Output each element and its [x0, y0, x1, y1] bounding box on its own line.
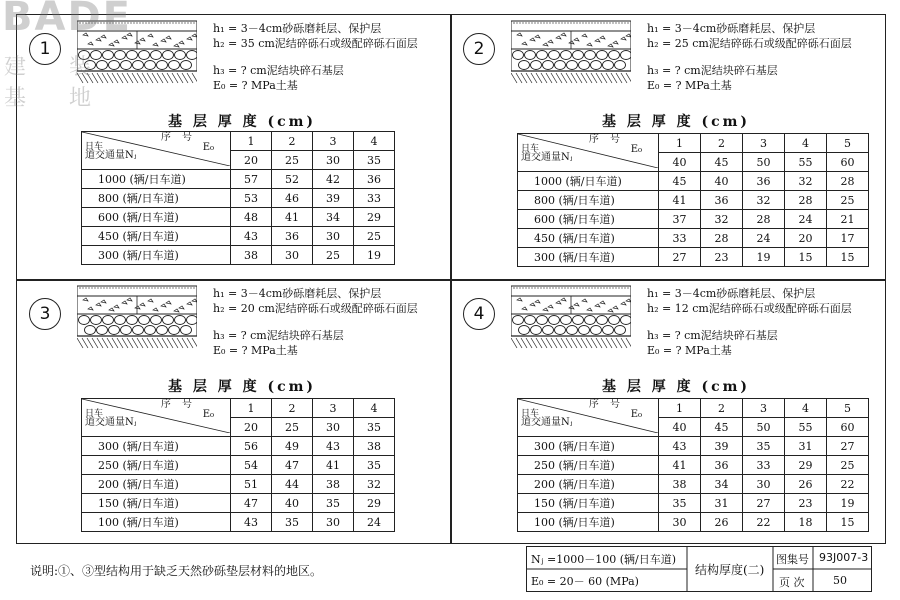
thickness-cell: 29 — [785, 456, 827, 475]
thickness-cell: 37 — [659, 210, 701, 229]
traffic-label: 600 (辆/日车道) — [82, 208, 231, 227]
e0-cell: 40 — [659, 153, 701, 172]
traffic-label: 800 (辆/日车道) — [82, 189, 231, 208]
table-row — [82, 208, 395, 227]
thickness-cell: 32 — [743, 191, 785, 210]
layer-formula — [647, 286, 852, 358]
thickness-cell: 54 — [231, 456, 272, 475]
thickness-cell: 38 — [231, 246, 272, 265]
thickness-cell: 30 — [313, 513, 354, 532]
e0-line: E₀ = ? MPa土基 — [213, 79, 298, 92]
table-row — [82, 189, 395, 208]
thickness-cell: 24 — [743, 229, 785, 248]
thickness-cell: 46 — [272, 189, 313, 208]
pavement-layers-diagram — [511, 282, 631, 356]
thickness-cell: 43 — [231, 227, 272, 246]
table-title: 基 层 厚 度 (cm) — [167, 114, 317, 130]
thickness-cell: 31 — [785, 437, 827, 456]
thickness-cell: 57 — [231, 170, 272, 189]
layer-formula — [647, 21, 852, 93]
thickness-table — [81, 131, 395, 265]
table-row — [518, 172, 869, 191]
e0-line: E₀ = ? MPa土基 — [213, 344, 298, 357]
thickness-cell: 51 — [231, 475, 272, 494]
structure-number: 2 — [463, 33, 495, 65]
h3-line: h₃ = ? cm泥结块碎石基层 — [647, 329, 778, 342]
thickness-cell: 31 — [701, 494, 743, 513]
h1-line: h₁ = 3－4cm砂砾磨耗层、保护层 — [213, 287, 382, 300]
table-row — [518, 191, 869, 210]
thickness-cell: 34 — [701, 475, 743, 494]
e0-cell: 20 — [231, 151, 272, 170]
h2-line: h₂ = 20 cm泥结碎砾石或级配碎砾石面层 — [213, 302, 418, 315]
thickness-cell: 19 — [827, 494, 869, 513]
h1-line: h₁ = 3－4cm砂砾磨耗层、保护层 — [213, 22, 382, 35]
header-diagonal-cell — [518, 399, 659, 437]
thickness-cell: 28 — [743, 210, 785, 229]
watermark-subtext: 建 装 基 地 — [4, 55, 109, 111]
thickness-cell: 38 — [354, 437, 395, 456]
thickness-cell: 15 — [785, 248, 827, 267]
thickness-cell: 24 — [785, 210, 827, 229]
table-row — [82, 475, 395, 494]
e0-cell: 40 — [659, 418, 701, 437]
traffic-label: 450 (辆/日车道) — [518, 229, 659, 248]
thickness-cell: 25 — [827, 456, 869, 475]
seq-cell: 3 — [743, 399, 785, 418]
thickness-cell: 22 — [827, 475, 869, 494]
thickness-cell: 56 — [231, 437, 272, 456]
thickness-cell: 43 — [313, 437, 354, 456]
h2-line: h₂ = 25 cm泥结碎砾石或级配碎砾石面层 — [647, 37, 852, 50]
thickness-cell: 36 — [701, 456, 743, 475]
thickness-cell: 35 — [743, 437, 785, 456]
thickness-cell: 38 — [659, 475, 701, 494]
h3-line: h₃ = ? cm泥结块碎石基层 — [647, 64, 778, 77]
e0-cell: 20 — [231, 418, 272, 437]
thickness-cell: 29 — [354, 208, 395, 227]
thickness-cell: 20 — [785, 229, 827, 248]
table-row — [82, 437, 395, 456]
thickness-table — [517, 398, 869, 532]
thickness-cell: 25 — [313, 246, 354, 265]
seq-cell: 3 — [313, 132, 354, 151]
seq-cell: 2 — [701, 399, 743, 418]
thickness-cell: 28 — [701, 229, 743, 248]
e0-label: E₀ — [202, 409, 214, 420]
e0-cell: 50 — [743, 153, 785, 172]
table-title: 基 层 厚 度 (cm) — [601, 114, 751, 130]
thickness-cell: 22 — [743, 513, 785, 532]
thickness-cell: 29 — [354, 494, 395, 513]
seq-cell: 4 — [354, 132, 395, 151]
quadrant-3 — [17, 280, 450, 544]
thickness-cell: 41 — [659, 191, 701, 210]
structure-number: 3 — [29, 298, 61, 330]
thickness-cell: 52 — [272, 170, 313, 189]
atlas-label: 图集号 — [776, 553, 809, 566]
seq-cell: 1 — [659, 399, 701, 418]
h1-line: h₁ = 3－4cm砂砾磨耗层、保护层 — [647, 22, 816, 35]
thickness-cell: 15 — [827, 513, 869, 532]
seq-cell: 4 — [354, 399, 395, 418]
e0-cell: 50 — [743, 418, 785, 437]
layers-wrapper — [511, 17, 631, 91]
thickness-cell: 30 — [272, 246, 313, 265]
traffic-label: 100 (辆/日车道) — [518, 513, 659, 532]
thickness-cell: 36 — [701, 191, 743, 210]
traffic-label: 200 (辆/日车道) — [82, 475, 231, 494]
e0-cell: 30 — [313, 151, 354, 170]
traffic-label: 450 (辆/日车道) — [82, 227, 231, 246]
seq-cell: 4 — [785, 134, 827, 153]
e0-cell: 60 — [827, 418, 869, 437]
header-diagonal-cell — [518, 134, 659, 172]
seq-cell: 3 — [313, 399, 354, 418]
header-diagonal-cell — [82, 132, 231, 170]
row-label-top: 日车 — [85, 142, 104, 152]
structure-number: 4 — [463, 298, 495, 330]
row-label-bottom: 道交通量Nⱼ — [85, 150, 137, 161]
page-number: 50 — [833, 574, 847, 587]
seq-cell: 5 — [827, 134, 869, 153]
thickness-cell: 49 — [272, 437, 313, 456]
thickness-cell: 25 — [827, 191, 869, 210]
e0-cell: 55 — [785, 418, 827, 437]
quadrant-4 — [451, 280, 884, 544]
structure-number: 1 — [29, 33, 61, 65]
seq-cell: 2 — [272, 399, 313, 418]
quadrant-2 — [451, 15, 884, 279]
traffic-label: 150 (辆/日车道) — [518, 494, 659, 513]
table-title: 基 层 厚 度 (cm) — [601, 379, 751, 395]
thickness-cell: 38 — [313, 475, 354, 494]
traffic-label: 1000 (辆/日车道) — [82, 170, 231, 189]
e0-line: E₀ = ? MPa土基 — [647, 344, 732, 357]
thickness-cell: 40 — [701, 172, 743, 191]
e0-cell: 45 — [701, 153, 743, 172]
seq-label: 序 号 — [160, 132, 196, 143]
thickness-cell: 35 — [272, 513, 313, 532]
table-row — [518, 513, 869, 532]
traffic-label: 100 (辆/日车道) — [82, 513, 231, 532]
row-label-top: 日车 — [85, 409, 104, 419]
thickness-cell: 41 — [272, 208, 313, 227]
row-label-top: 日车 — [521, 409, 540, 419]
traffic-label: 300 (辆/日车道) — [82, 437, 231, 456]
seq-cell: 3 — [743, 134, 785, 153]
thickness-cell: 47 — [231, 494, 272, 513]
e0-cell: 55 — [785, 153, 827, 172]
thickness-table — [517, 133, 869, 267]
thickness-cell: 24 — [354, 513, 395, 532]
table-row — [82, 513, 395, 532]
table-row — [518, 475, 869, 494]
traffic-label: 200 (辆/日车道) — [518, 475, 659, 494]
thickness-cell: 41 — [659, 456, 701, 475]
row-label-top: 日车 — [521, 144, 540, 154]
traffic-label: 300 (辆/日车道) — [518, 437, 659, 456]
h3-line: h₃ = ? cm泥结块碎石基层 — [213, 64, 344, 77]
header-diagonal-cell — [82, 399, 231, 437]
seq-label: 序 号 — [588, 134, 624, 145]
e0-cell: 35 — [354, 418, 395, 437]
thickness-cell: 35 — [659, 494, 701, 513]
thickness-cell: 33 — [354, 189, 395, 208]
traffic-label: 600 (辆/日车道) — [518, 210, 659, 229]
thickness-cell: 23 — [785, 494, 827, 513]
seq-label: 序 号 — [588, 399, 624, 410]
seq-cell: 2 — [701, 134, 743, 153]
thickness-cell: 21 — [827, 210, 869, 229]
thickness-cell: 32 — [701, 210, 743, 229]
seq-cell: 5 — [827, 399, 869, 418]
pavement-layers-diagram — [77, 282, 197, 356]
seq-cell: 1 — [659, 134, 701, 153]
thickness-cell: 26 — [785, 475, 827, 494]
traffic-label: 300 (辆/日车道) — [518, 248, 659, 267]
thickness-table — [81, 398, 395, 532]
thickness-cell: 36 — [354, 170, 395, 189]
thickness-cell: 32 — [354, 475, 395, 494]
table-row — [518, 494, 869, 513]
thickness-cell: 40 — [272, 494, 313, 513]
h2-line: h₂ = 35 cm泥结碎砾石或级配碎砾石面层 — [213, 37, 418, 50]
thickness-cell: 27 — [743, 494, 785, 513]
thickness-cell: 48 — [231, 208, 272, 227]
thickness-cell: 36 — [743, 172, 785, 191]
pavement-layers-diagram — [511, 17, 631, 91]
e0-cell: 60 — [827, 153, 869, 172]
thickness-cell: 36 — [272, 227, 313, 246]
thickness-cell: 43 — [659, 437, 701, 456]
table-title: 基 层 厚 度 (cm) — [167, 379, 317, 395]
table-row — [518, 248, 869, 267]
layers-wrapper — [511, 282, 631, 356]
traffic-label: 800 (辆/日车道) — [518, 191, 659, 210]
thickness-cell: 26 — [701, 513, 743, 532]
layer-formula — [213, 286, 418, 358]
thickness-cell: 27 — [827, 437, 869, 456]
thickness-cell: 19 — [743, 248, 785, 267]
e0-cell: 30 — [313, 418, 354, 437]
table-row — [518, 437, 869, 456]
thickness-cell: 23 — [701, 248, 743, 267]
e0-cell: 35 — [354, 151, 395, 170]
thickness-cell: 35 — [313, 494, 354, 513]
thickness-cell: 25 — [354, 227, 395, 246]
e0-label: E₀ — [202, 142, 214, 153]
thickness-cell: 33 — [659, 229, 701, 248]
traffic-label: 250 (辆/日车道) — [518, 456, 659, 475]
thickness-cell: 30 — [743, 475, 785, 494]
seq-cell: 1 — [231, 132, 272, 151]
title-block — [526, 546, 872, 592]
h1-line: h₁ = 3－4cm砂砾磨耗层、保护层 — [647, 287, 816, 300]
traffic-label: 1000 (辆/日车道) — [518, 172, 659, 191]
h3-line: h₃ = ? cm泥结块碎石基层 — [213, 329, 344, 342]
row-label-bottom: 道交通量Nⱼ — [521, 417, 573, 428]
seq-label: 序 号 — [160, 399, 196, 410]
nj-range: Nⱼ =1000－100 (辆/日车道) — [531, 553, 677, 566]
thickness-cell: 33 — [743, 456, 785, 475]
thickness-cell: 18 — [785, 513, 827, 532]
atlas-number: 93J007-3 — [819, 551, 869, 564]
table-row — [518, 229, 869, 248]
thickness-cell: 44 — [272, 475, 313, 494]
table-row — [82, 456, 395, 475]
e0-cell: 25 — [272, 151, 313, 170]
layers-wrapper — [77, 282, 197, 356]
table-row — [82, 170, 395, 189]
traffic-label: 300 (辆/日车道) — [82, 246, 231, 265]
thickness-cell: 43 — [231, 513, 272, 532]
seq-cell: 4 — [785, 399, 827, 418]
thickness-cell: 34 — [313, 208, 354, 227]
thickness-cell: 39 — [701, 437, 743, 456]
thickness-cell: 41 — [313, 456, 354, 475]
page-label: 页 次 — [779, 576, 805, 589]
seq-cell: 2 — [272, 132, 313, 151]
thickness-cell: 30 — [659, 513, 701, 532]
thickness-cell: 30 — [313, 227, 354, 246]
row-label-bottom: 道交通量Nⱼ — [85, 417, 137, 428]
thickness-cell: 32 — [785, 172, 827, 191]
e0-range: E₀ = 20－ 60 (MPa) — [531, 575, 639, 588]
traffic-label: 150 (辆/日车道) — [82, 494, 231, 513]
table-row — [518, 456, 869, 475]
layer-formula — [213, 21, 418, 93]
h2-line: h₂ = 12 cm泥结碎砾石或级配碎砾石面层 — [647, 302, 852, 315]
footer-note: 说明:①、③型结构用于缺乏天然砂砾垫层材料的地区。 — [30, 564, 323, 578]
table-row — [82, 246, 395, 265]
thickness-cell: 53 — [231, 189, 272, 208]
e0-label: E₀ — [630, 409, 642, 420]
e0-label: E₀ — [630, 144, 642, 155]
row-label-bottom: 道交通量Nⱼ — [521, 152, 573, 163]
thickness-cell: 27 — [659, 248, 701, 267]
table-row — [518, 210, 869, 229]
thickness-cell: 15 — [827, 248, 869, 267]
watermark-logo-text: BADE — [2, 0, 132, 40]
watermark-logo — [2, 0, 172, 111]
table-row — [82, 227, 395, 246]
thickness-cell: 35 — [354, 456, 395, 475]
e0-cell: 45 — [701, 418, 743, 437]
thickness-cell: 45 — [659, 172, 701, 191]
thickness-cell: 47 — [272, 456, 313, 475]
thickness-cell: 28 — [785, 191, 827, 210]
thickness-cell: 17 — [827, 229, 869, 248]
drawing-title: 结构厚度(二) — [695, 563, 765, 577]
thickness-cell: 19 — [354, 246, 395, 265]
seq-cell: 1 — [231, 399, 272, 418]
table-row — [82, 494, 395, 513]
traffic-label: 250 (辆/日车道) — [82, 456, 231, 475]
e0-line: E₀ = ? MPa土基 — [647, 79, 732, 92]
thickness-cell: 39 — [313, 189, 354, 208]
thickness-cell: 42 — [313, 170, 354, 189]
thickness-cell: 28 — [827, 172, 869, 191]
e0-cell: 25 — [272, 418, 313, 437]
